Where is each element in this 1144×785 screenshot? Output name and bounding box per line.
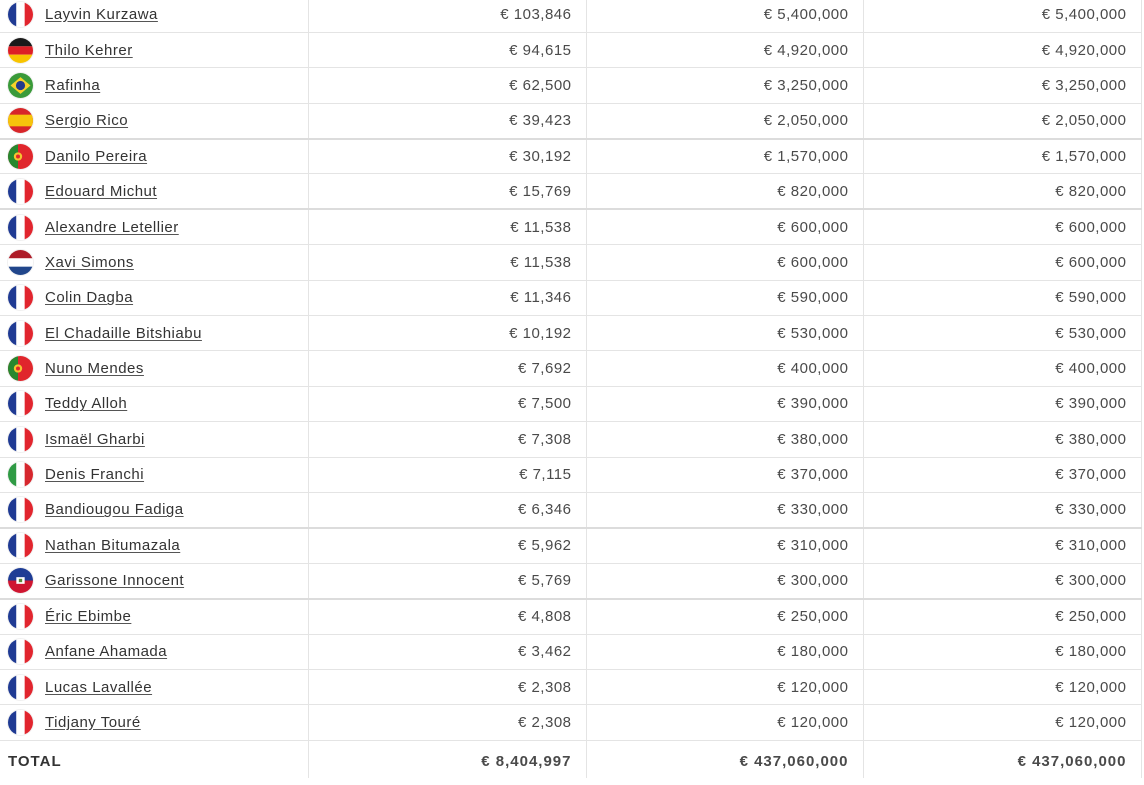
- yearly-salary-cell: € 600,000: [586, 245, 863, 280]
- france-flag-icon: [8, 391, 33, 416]
- player-cell: [0, 280, 308, 315]
- player-cell: [0, 245, 308, 280]
- adjusted-salary-cell: € 530,000: [863, 316, 1141, 351]
- player-name-link[interactable]: Sergio Rico: [45, 112, 129, 130]
- yearly-salary-cell: € 590,000: [586, 280, 863, 315]
- player-name-link[interactable]: El Chadaille Bitshiabu: [45, 324, 202, 342]
- player-cell: [0, 422, 308, 457]
- player-name-link[interactable]: Denis Franchi: [45, 466, 145, 484]
- adjusted-salary-cell: € 120,000: [863, 705, 1141, 740]
- yearly-salary-cell: € 1,570,000: [586, 139, 863, 174]
- weekly-wage-cell: € 5,962: [308, 528, 586, 563]
- yearly-salary-cell: € 330,000: [586, 492, 863, 527]
- weekly-wage-cell: € 10,192: [308, 316, 586, 351]
- france-flag-icon: [8, 497, 33, 522]
- adjusted-salary-cell: € 120,000: [863, 669, 1141, 704]
- weekly-wage-cell: € 11,538: [308, 209, 586, 244]
- player-name-link[interactable]: Alexandre Letellier: [45, 218, 179, 236]
- table-row: [0, 634, 1141, 669]
- yearly-salary-cell: € 380,000: [586, 422, 863, 457]
- player-cell: [0, 174, 308, 209]
- france-flag-icon: [8, 604, 33, 629]
- adjusted-salary-cell: € 2,050,000: [863, 103, 1141, 138]
- player-name-link[interactable]: Ismaël Gharbi: [45, 430, 145, 448]
- player-name-link[interactable]: Danilo Pereira: [45, 148, 148, 165]
- weekly-wage-cell: € 62,500: [308, 68, 586, 103]
- player-name-link[interactable]: Garissone Innocent: [45, 572, 185, 590]
- table-row: [0, 386, 1141, 421]
- weekly-wage-cell: € 30,192: [308, 139, 586, 174]
- adjusted-salary-cell: € 370,000: [863, 457, 1141, 492]
- weekly-wage-cell: € 5,769: [308, 563, 586, 598]
- table-row: [0, 209, 1141, 244]
- weekly-wage-cell: € 2,308: [308, 669, 586, 704]
- player-name-link[interactable]: Tidjany Touré: [45, 714, 141, 731]
- player-cell: [0, 316, 308, 351]
- table-row: [0, 599, 1141, 634]
- weekly-wage-cell: € 7,500: [308, 386, 586, 421]
- player-cell: [0, 528, 308, 563]
- adjusted-salary-cell: € 590,000: [863, 280, 1141, 315]
- player-name-link[interactable]: Edouard Michut: [45, 182, 158, 200]
- adjusted-salary-cell: € 400,000: [863, 351, 1141, 386]
- adjusted-salary-cell: € 3,250,000: [863, 68, 1141, 103]
- player-cell: [0, 457, 308, 492]
- table-row: [0, 492, 1141, 527]
- table-row: [0, 422, 1141, 457]
- adjusted-salary-cell: € 600,000: [863, 245, 1141, 280]
- france-flag-icon: [8, 285, 33, 310]
- table-row: [0, 32, 1141, 67]
- player-name-link[interactable]: Teddy Alloh: [45, 395, 128, 413]
- player-cell: [0, 492, 308, 527]
- adjusted-salary-cell: € 180,000: [863, 634, 1141, 669]
- table-row: [0, 68, 1141, 103]
- player-cell: [0, 563, 308, 598]
- player-name-link[interactable]: Anfane Ahamada: [45, 643, 168, 661]
- table-row: [0, 139, 1141, 174]
- player-cell: [0, 634, 308, 669]
- yearly-salary-cell: € 600,000: [586, 209, 863, 244]
- france-flag-icon: [8, 321, 33, 346]
- table-row: [0, 0, 1141, 32]
- france-flag-icon: [8, 2, 33, 27]
- yearly-salary-cell: € 180,000: [586, 634, 863, 669]
- italy-flag-icon: [8, 462, 33, 487]
- player-cell: [0, 0, 308, 32]
- table-row: [0, 528, 1141, 563]
- adjusted-salary-cell: € 390,000: [863, 386, 1141, 421]
- weekly-wage-cell: € 103,846: [308, 0, 586, 32]
- player-name-link[interactable]: Nathan Bitumazala: [45, 537, 181, 555]
- table-row: [0, 103, 1141, 138]
- adjusted-salary-cell: € 380,000: [863, 422, 1141, 457]
- france-flag-icon: [8, 179, 33, 204]
- yearly-salary-cell: € 390,000: [586, 386, 863, 421]
- france-flag-icon: [8, 533, 33, 558]
- weekly-wage-cell: € 39,423: [308, 103, 586, 138]
- adjusted-salary-cell: € 1,570,000: [863, 139, 1141, 174]
- portugal-flag-icon: [8, 356, 33, 381]
- adjusted-salary-cell: € 250,000: [863, 599, 1141, 634]
- player-name-link[interactable]: Nuno Mendes: [45, 360, 144, 378]
- table-row: [0, 316, 1141, 351]
- weekly-wage-cell: € 6,346: [308, 492, 586, 527]
- player-cell: [0, 599, 308, 634]
- weekly-wage-cell: € 11,538: [308, 245, 586, 280]
- yearly-salary-cell: € 5,400,000: [586, 0, 863, 32]
- adjusted-salary-cell: € 4,920,000: [863, 32, 1141, 67]
- brazil-flag-icon: [8, 73, 33, 98]
- haiti-flag-icon: [8, 568, 33, 593]
- france-flag-icon: [8, 639, 33, 664]
- player-cell: [0, 705, 308, 740]
- yearly-salary-cell: € 250,000: [586, 599, 863, 634]
- table-row: [0, 351, 1141, 386]
- weekly-wage-cell: € 3,462: [308, 634, 586, 669]
- yearly-salary-cell: € 370,000: [586, 457, 863, 492]
- yearly-salary-cell: € 120,000: [586, 669, 863, 704]
- player-name-link[interactable]: Éric Ebimbe: [45, 608, 132, 626]
- player-cell: [0, 386, 308, 421]
- player-name-link[interactable]: Layvin Kurzawa: [45, 5, 158, 23]
- table-row: [0, 174, 1141, 209]
- adjusted-salary-cell: € 310,000: [863, 528, 1141, 563]
- spain-flag-icon: [8, 108, 33, 133]
- total-yearly-cell: € 437,060,000: [586, 740, 863, 778]
- player-name-link[interactable]: Lucas Lavallée: [45, 678, 153, 696]
- table-row: [0, 705, 1141, 740]
- yearly-salary-cell: € 530,000: [586, 316, 863, 351]
- table-row: [0, 245, 1141, 280]
- table-row: [0, 457, 1141, 492]
- adjusted-salary-cell: € 820,000: [863, 174, 1141, 209]
- table-row: [0, 280, 1141, 315]
- total-label: TOTAL: [0, 740, 308, 778]
- player-name-link[interactable]: Colin Dagba: [45, 289, 134, 307]
- yearly-salary-cell: € 4,920,000: [586, 32, 863, 67]
- weekly-wage-cell: € 7,115: [308, 457, 586, 492]
- weekly-wage-cell: € 2,308: [308, 705, 586, 740]
- weekly-wage-cell: € 94,615: [308, 32, 586, 67]
- adjusted-salary-cell: € 600,000: [863, 209, 1141, 244]
- player-cell: [0, 209, 308, 244]
- france-flag-icon: [8, 427, 33, 452]
- weekly-wage-cell: € 15,769: [308, 174, 586, 209]
- yearly-salary-cell: € 300,000: [586, 563, 863, 598]
- adjusted-salary-cell: € 5,400,000: [863, 0, 1141, 32]
- player-cell: [0, 351, 308, 386]
- france-flag-icon: [8, 215, 33, 240]
- player-name-link[interactable]: Thilo Kehrer: [45, 41, 133, 59]
- player-name-link[interactable]: Xavi Simons: [45, 253, 134, 271]
- total-adjusted-cell: € 437,060,000: [863, 740, 1141, 778]
- netherlands-flag-icon: [8, 250, 33, 275]
- weekly-wage-cell: € 7,308: [308, 422, 586, 457]
- france-flag-icon: [8, 710, 33, 735]
- total-weekly-cell: € 8,404,997: [308, 740, 586, 778]
- weekly-wage-cell: € 7,692: [308, 351, 586, 386]
- adjusted-salary-cell: € 300,000: [863, 563, 1141, 598]
- player-cell: [0, 103, 308, 138]
- table-row: [0, 563, 1141, 598]
- yearly-salary-cell: € 2,050,000: [586, 103, 863, 138]
- player-name-link[interactable]: Rafinha: [45, 76, 101, 94]
- yearly-salary-cell: € 120,000: [586, 705, 863, 740]
- yearly-salary-cell: € 310,000: [586, 528, 863, 563]
- yearly-salary-cell: € 400,000: [586, 351, 863, 386]
- table-row: [0, 669, 1141, 704]
- yearly-salary-cell: € 820,000: [586, 174, 863, 209]
- portugal-flag-icon: [8, 144, 33, 169]
- weekly-wage-cell: € 4,808: [308, 599, 586, 634]
- weekly-wage-cell: € 11,346: [308, 280, 586, 315]
- player-cell: [0, 669, 308, 704]
- player-cell: [0, 68, 308, 103]
- total-row: [0, 740, 1141, 778]
- germany-flag-icon: [8, 38, 33, 63]
- yearly-salary-cell: € 3,250,000: [586, 68, 863, 103]
- france-flag-icon: [8, 675, 33, 700]
- player-cell: [0, 139, 308, 174]
- adjusted-salary-cell: € 330,000: [863, 492, 1141, 527]
- player-cell: [0, 32, 308, 67]
- player-name-link[interactable]: Bandiougou Fadiga: [45, 501, 184, 519]
